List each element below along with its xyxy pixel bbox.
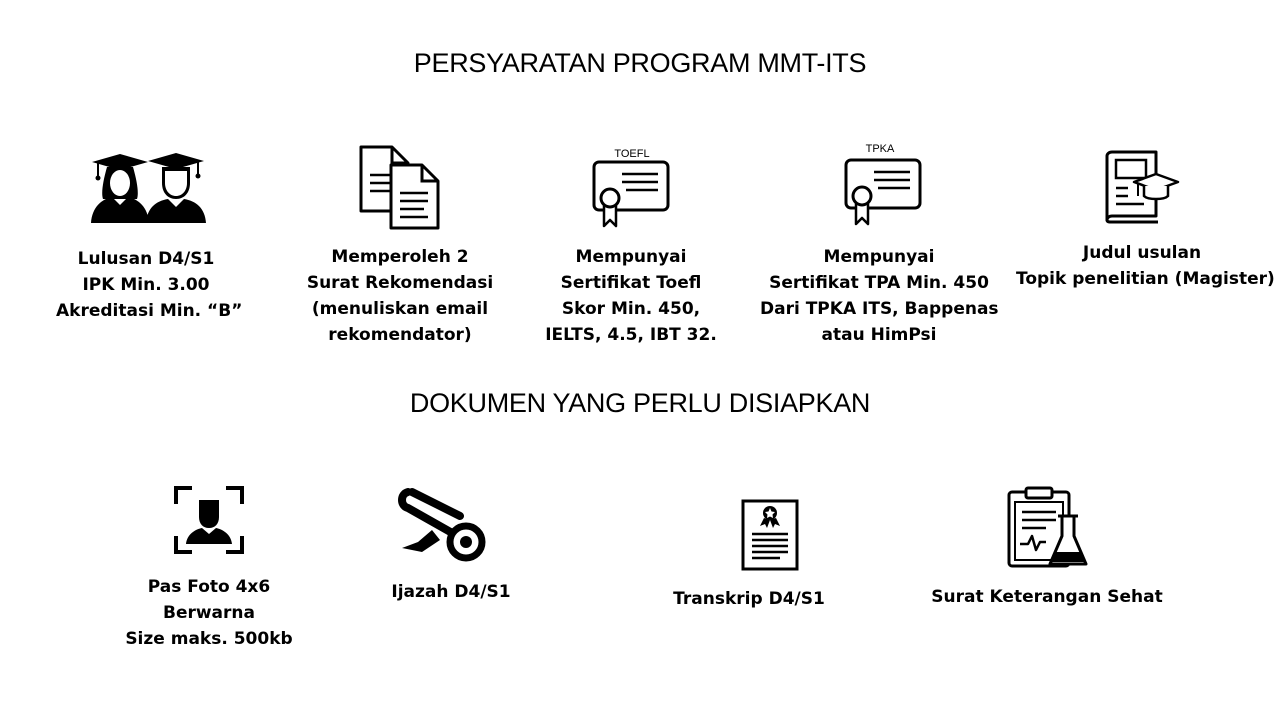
- requirement-caption-recommendation: [300, 244, 500, 348]
- documents-heading: DOKUMEN YANG PERLU DISIAPKAN: [409, 388, 871, 418]
- requirement-caption-graduate: [56, 246, 243, 324]
- caption-line: IELTS, 4.5, IBT 32.: [545, 325, 717, 345]
- caption-line: Pas Foto 4x6: [147, 577, 271, 597]
- thesis-book-icon: [1104, 150, 1180, 224]
- caption-line: Surat Keterangan Sehat: [931, 587, 1163, 607]
- diploma-scroll-icon: [398, 486, 486, 566]
- certificate-icon: [592, 160, 672, 228]
- caption-line: Memperoleh 2: [331, 247, 469, 267]
- toefl-label: TOEFL: [614, 148, 650, 160]
- caption-line: rekomendator): [328, 325, 472, 345]
- health-clipboard-icon: [1006, 486, 1090, 572]
- caption-line: Berwarna: [162, 603, 255, 623]
- requirement-caption-tpa: [760, 244, 998, 348]
- caption-line: Sertifikat Toefl: [560, 273, 702, 293]
- requirement-caption-toefl: [538, 244, 724, 348]
- photo-frame-icon: [172, 484, 246, 556]
- caption-line: Sertifikat TPA Min. 450: [769, 273, 989, 293]
- caption-line: Surat Rekomendasi: [306, 273, 494, 293]
- requirements-heading: PERSYARATAN PROGRAM MMT-ITS: [413, 48, 867, 78]
- tpka-label: TPKA: [865, 143, 895, 155]
- transcript-icon: [740, 498, 802, 572]
- document-caption-photo: [116, 574, 302, 652]
- caption-line: atau HimPsi: [821, 325, 937, 345]
- caption-line: IPK Min. 3.00: [82, 275, 210, 295]
- caption-line: Mempunyai: [823, 247, 935, 267]
- caption-line: Skor Min. 450,: [561, 299, 701, 319]
- caption-line: Lulusan D4/S1: [77, 249, 215, 269]
- documents-icon: [358, 145, 442, 231]
- document-caption-health: [928, 584, 1166, 610]
- certificate-icon: [844, 158, 924, 226]
- document-caption-diploma: [376, 579, 526, 605]
- caption-line: Transkrip D4/S1: [673, 589, 825, 609]
- caption-line: Topik penelitian (Magister): [1016, 269, 1275, 289]
- caption-line: Akreditasi Min. “B”: [56, 301, 243, 321]
- caption-line: Mempunyai: [575, 247, 687, 267]
- caption-line: (menuliskan email: [311, 299, 489, 319]
- caption-line: Dari TPKA ITS, Bappenas: [760, 299, 999, 319]
- caption-line: Size maks. 500kb: [125, 629, 293, 649]
- caption-line: Judul usulan: [1082, 243, 1202, 263]
- document-caption-transcript: [660, 586, 838, 612]
- requirement-caption-thesis: [1016, 240, 1275, 292]
- caption-line: Ijazah D4/S1: [391, 582, 511, 602]
- graduates-icon: [88, 153, 210, 225]
